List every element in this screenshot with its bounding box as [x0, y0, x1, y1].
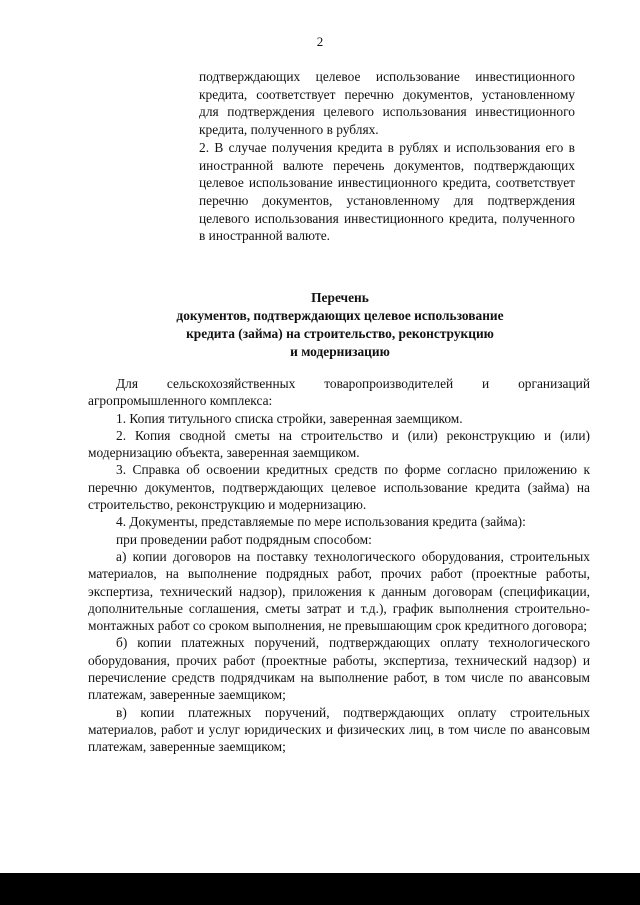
section-heading — [90, 289, 590, 361]
intro-paragraph: Для сельскохозяйственных товаропроизводителей и организаций агропромышленного комплекса: — [88, 376, 590, 409]
item-2-paragraph: 2. Копия сводной сметы на строительство и (или) реконструкцию и (или) модернизацию объекта, заверенная заемщиком. — [88, 427, 590, 461]
clause-2-paragraph: 2. В случае получения кредита в рублях и использования его в иностранной валюте перечень документов, подтверждающих целевое использование инвестиционного кредита, соответствует перечню документов, установленному для подтверждения целевого использования инвестиционного кредита, полученного в иностранной валюте. — [199, 139, 575, 244]
page-number: 2 — [316, 34, 324, 49]
item-4-paragraph: 4. Документы, представляемые по мере использования кредита (займа): — [116, 514, 526, 530]
heading-line-3: кредита (займа) на строительство, реконструкцию — [186, 326, 494, 341]
item-3-paragraph: 3. Справка об освоении кредитных средств по форме согласно приложению к перечню документов, подтверждающих целевое использование кредита (займа) на строительство, реконструкцию и модернизацию. — [88, 462, 590, 513]
continuation-paragraph: подтверждающих целевое использование инвестиционного кредита, соответствует перечню документов, установленному для подтверждения целевого использования инвестиционного кредита, полученного в рублях. — [199, 69, 575, 138]
subitem-v-paragraph: в) копии платежных поручений, подтверждающих оплату строительных материалов, работ и услуг юридических и физических лиц, в том числе по авансовым платежам, заверенные заемщиком; — [88, 704, 590, 755]
item-1-paragraph: 1. Копия титульного списка стройки, заверенная заемщиком. — [116, 410, 463, 426]
continuation-block — [199, 68, 575, 245]
heading-line-4: и модернизацию — [290, 344, 390, 359]
document-body — [88, 375, 590, 756]
contract-method-paragraph: при проведении работ подрядным способом: — [116, 531, 372, 547]
subitem-b-paragraph: б) копии платежных поручений, подтверждающих оплату технологического оборудования, прочих работ (проектные работы, экспертиза, технический надзор) и перечисление средств подрядчикам на выполнение работ, в том числе по авансовым платежам, заверенные заемщиком; — [88, 635, 590, 703]
heading-line-2: документов, подтверждающих целевое использование — [176, 308, 504, 323]
subitem-a-paragraph: а) копии договоров на поставку технологического оборудования, строительных материалов, на выполнение подрядных работ, прочих работ (проектные работы, экспертиза, технический надзор), приложения к данным договорам (спецификации, дополнительные соглашения, сметы затрат и т.д.), график выполнения строительно-монтажных работ со сроком выполнения, не превышающим срок кредитного договора; — [88, 548, 590, 634]
heading-line-1: Перечень — [311, 290, 369, 305]
scan-border-bottom — [0, 873, 640, 905]
